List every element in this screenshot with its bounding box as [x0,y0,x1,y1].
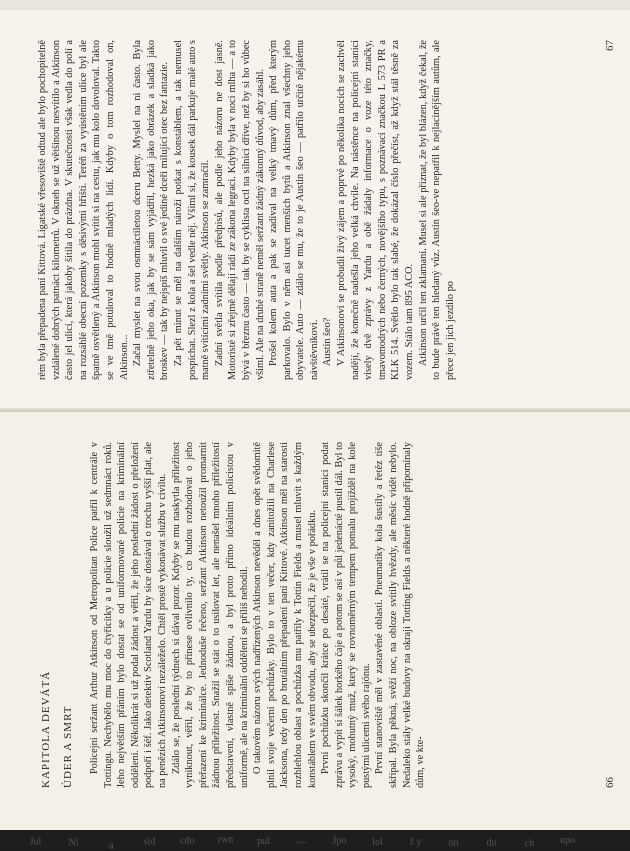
edge-fragment: Jpo [332,835,347,847]
paragraph: Začal myslet na svou osmnáctiletou dceru Betty. Myslel na ni často. Byla ztřetelně jeho oka, jak by se sám vyjádřil, hezká jako obrázek a sladká jako broskev — tak by nejspíš mluvil o své jediné dceři milující otec bez fantazie. [132,40,171,380]
edge-fragment: ž y [409,836,422,848]
paragraph: O takovém názoru svých nadřízených Atkinson nevěděl a dnes opět svědomitě plnil svoje večerní pochůzky. Bylo to v ten večer, kdy zanítožili na Charlese Jacksona, tedy den po brutálním přepadení paní Kittové. Atkinson měl na starosti rozhlehlou oblast a pochůzka mu patřily k Tottin Fields a musel mluvit s každým konstáblem ve svém obvodu, aby se ubezpečil, že je vše v pořádku. [252,442,318,788]
page-number: 67 [604,40,616,51]
edge-fragment: cb [524,837,535,849]
paragraph: V Atkinsonovi se probudil živý zájem a poprvé po několika nocích se zachvěl nadějí, že konečně nadešla jeho velká chvíle. Na nástěnce na policejní stanici visely dvě zprávy z Yardu a obě žádaly informace o voze této značky, tmavomodrých nebo černých, novějšího typu, s poznávací značkou L 573 PR a KLK 514. Světlo bylo tak slabé, že dokázal číslo přečíst, až když stál těsně za vozem. Stálo tam 895 ACO. [336,40,416,380]
edge-fragment: pul [257,836,270,848]
paragraph: Policejní seržant Arthur Atkinson od Metropolitan Police patřil k centrále v Tottingu. Nechybělo mu moc do čtyřicítky a u policie sloužil už sedmnáct roků. Jeho největším přáním bylo dostat se od uniformované policie na kriminální oddělení. Několikrát si už podal žádost a věřil, že jeho poslední žádost o přeložení podpoří i šéf. Jako detektiv Scotland Yardu by sice dostával o trochu vyšší plat, ale na penězích Atkinsonovi nezáleželo. Chtěl prostě vykonávat službu v civilu. [89,442,168,788]
edge-fragment: upo [560,835,575,846]
right-page [0,10,630,408]
edge-fragment: du [486,837,497,849]
edge-fragment: — [296,837,307,849]
edge-fragment: Ni [68,837,79,849]
paragraph: Prošel kolem auta a pak se zadíval na velký tmavý dům, před kterým parkovalo. Bylo v něm asi tucet menších bytů a Atkinson znal všechny jeho obyvatele. Auto — zdálo se mu, že to je Austin šeo — patřilo určitě nějakému návštěvníkovi. [268,40,320,380]
paragraph: Zadní světla svítila podle předpisů, ale podle jeho názoru ne dost jasně. Motoristé si zřejmě dělají rádi ze zákona legraci. Kdyby byla v noci mlha — a to bývá v březnu často — tak by se cyklista octl na silnici dříve, než by si ho vůbec všiml. Ale na druhé straně neměl seržant žádný zákonný důvod, aby zasáhl. [213,40,266,380]
edge-fragment: lol [372,837,383,849]
adjacent-page-edge [0,830,630,850]
edge-fragment: rwn [217,834,234,846]
paragraph: První stanoviště měl v zastavěné oblasti. Pneumatiky kola šustily a řetěz tiše skřípal. Byla pěkná, svěží noc, na obloze svítily hvězdy, ale měsíc vidět nebylo. Nedaleko stály velké budovy na okraji Totting Fields a některé hodně připomínaly dům, ve kte- [374,442,427,788]
chapter-heading: KAPITOLA DEVÁTÁ [40,670,52,788]
edge-fragment: Jul [29,836,42,848]
paragraph: Atkinson určil ten zklamaní. Musel si ale přiznat, že byl blázen, když čekal, že to bude právě ten hledaný vůz. Austin šeo-ve nepatřil k nejlacinějším autům, ale přece jen jich jezdilo po [417,40,456,380]
edge-fragment: sid [143,836,156,848]
edge-fragment: cdo [180,835,195,847]
paragraph: rém byla přepadena paní Kittová. Ligatské vřesoviště odtud ale bylo pochopitelně vzdálené dobrých patnáct kilometrů. V okneh se už většinou nesvítilo a Atkinson často jel ulicí, která jakoby šitila do prázdna. V skutečnosti však vedla do polí a na rozsáhlé obecní pozemky s děsivými hřišti. Teréň za vyústěním ulice byl ale špatně osvětlený a Atkinson mohl svítit si na cestu, jak mu kolo dovoloval. Takto se ve tmě potuloval to hodně mladých lidí. Kdyby o tom rozhodoval on, Atkinson... [37,40,130,380]
paragraph: Austin šeo? [322,317,334,366]
paragraph: Zdálo se, že poslední týdnech si dával pozor. Kdyby se mu naskytla příležitost vyniknout, věřil, že by to přinese ovlivnilo ty, co budou rozhodovat o jeho přeřazení ke kriminálce. Jednoduše řečeno, seržant Atkinson netoužil promarnit žádnou příležitost. Snažil se stát o to usilovat let, ale nenašel mnoho příležitostí představení, vlastně spíše žádnou, a byl proto přímo ideálním policistou v uniformě, ale na kriminální oddělení se příliš nehodil. [170,442,250,788]
edge-fragment: nn [448,837,459,849]
page-number: 66 [604,777,616,788]
edge-fragment: a [109,840,114,851]
paragraph: Za pět minut se měl na dalším nároží potkat s konstáblem, a tak nemusel pospíchat. Slezl z kola a šel vedle něj. Všiml si, že kousek dál parkuje malé auto s matně svítícími zadními světly. Atkinson se zamračil. [172,40,212,380]
paragraph: První pochůzku skončil krátce po desáté, vrátil se na policejní stanici podat zprávu a vypít si šálek horkého čaje a potom se asi v půl jedenácté pustil dál. Byl to vysoký, mohutný muž, který se rovnoměrným tempem pomalu projížděl na kole pustými ulicemi svého rajónu. [320,442,372,788]
left-page [0,410,630,830]
chapter-title: ÚDER A SMRT [62,705,74,788]
